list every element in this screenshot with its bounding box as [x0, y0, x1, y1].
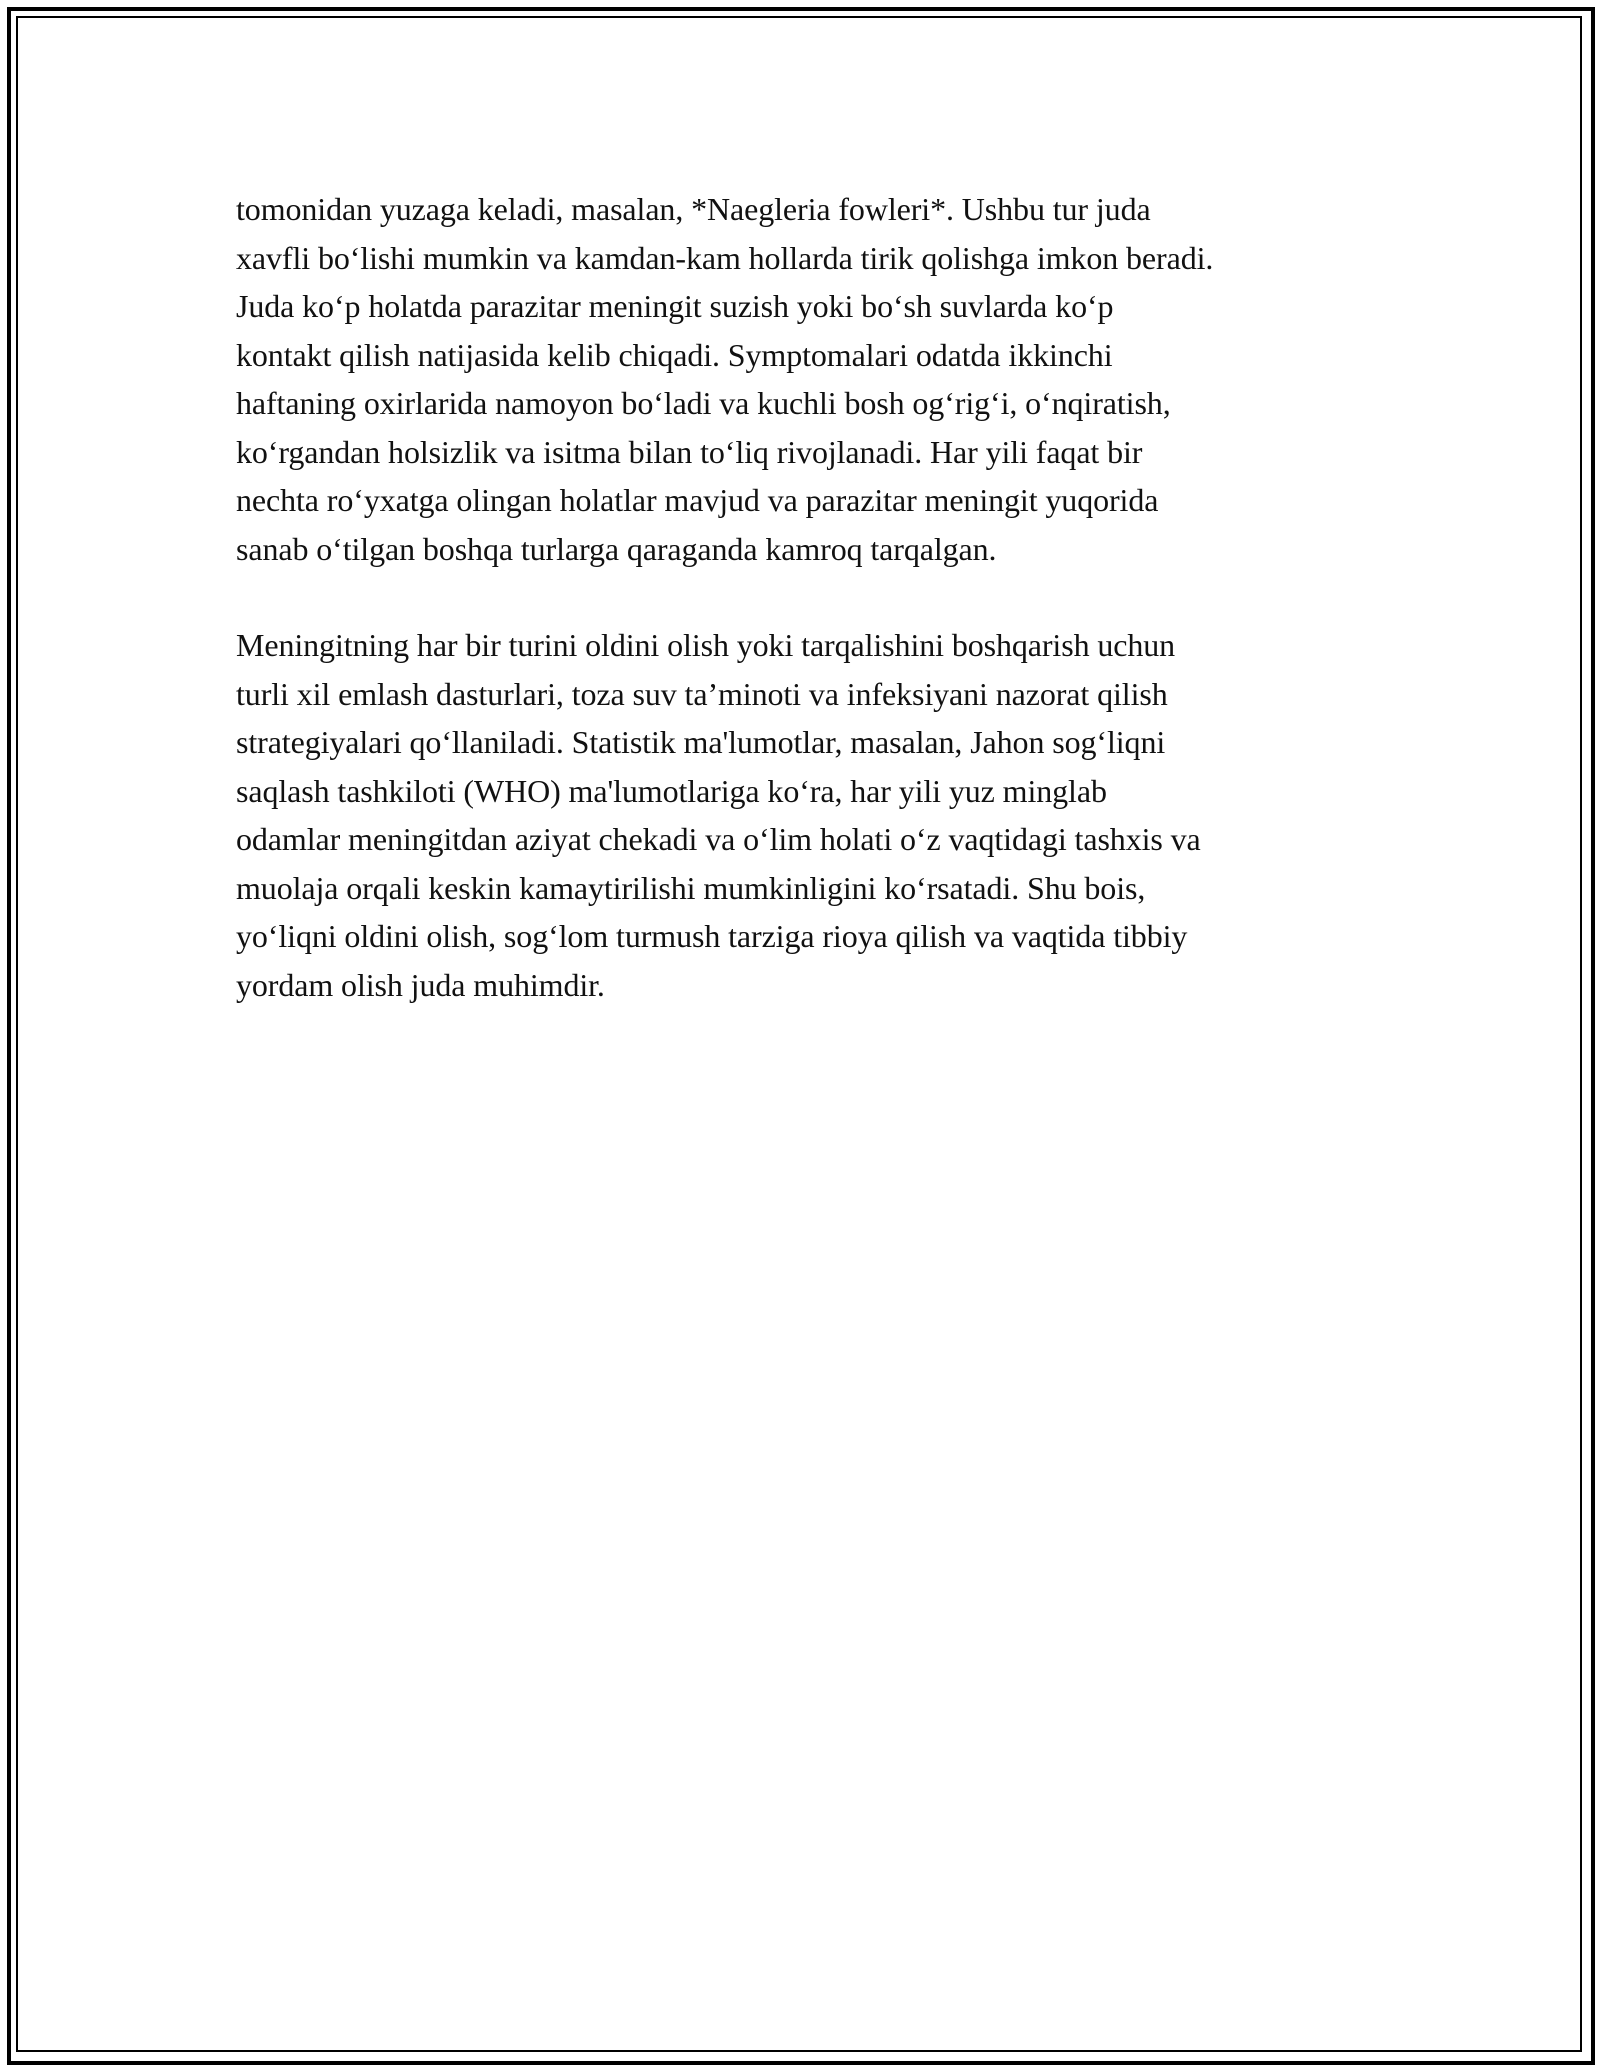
paragraph-parasitic-meningitis: tomonidan yuzaga keladi, masalan, *Naegleria fowleri*. Ushbu tur juda xavfli bo‘lishi mumkin va kamdan-kam hollarda tirik qolishga imkon beradi. Juda ko‘p holatda parazitar meningit suzish yoki bo‘sh suvlarda ko‘p kontakt qilish natijasida kelib chiqadi. Symptomalari odatda ikkinchi haftaning oxirlarida namoyon bo‘ladi va kuchli bosh og‘rig‘i, o‘nqiratish, ko‘rgandan holsizlik va isitma bilan to‘liq rivojlanadi. Har yili faqat bir nechta ro‘yxatga olingan holatlar mavjud va parazitar meningit yuqorida sanab o‘tilgan boshqa turlarga qaraganda kamroq tarqalgan. [236, 191, 1214, 567]
document-body [236, 185, 1386, 1057]
paragraph-prevention: Meningitning har bir turini oldini olish yoki tarqalishini boshqarish uchun turli xil emlash dasturlari, toza suv ta’minoti va infeksiyani nazorat qilish strategiyalari qo‘llaniladi. Statistik ma'lumotlar, masalan, Jahon sog‘liqni saqlash tashkiloti (WHO) ma'lumotlariga ko‘ra, har yili yuz minglab odamlar meningitdan aziyat chekadi va o‘lim holati o‘z vaqtidagi tashxis va muolaja orqali keskin kamaytirilishi mumkinligini ko‘rsatadi. Shu bois, yo‘liqni oldini olish, sog‘lom turmush tarziga rioya qilish va vaqtida tibbiy yordam olish juda muhimdir. [236, 627, 1201, 1003]
